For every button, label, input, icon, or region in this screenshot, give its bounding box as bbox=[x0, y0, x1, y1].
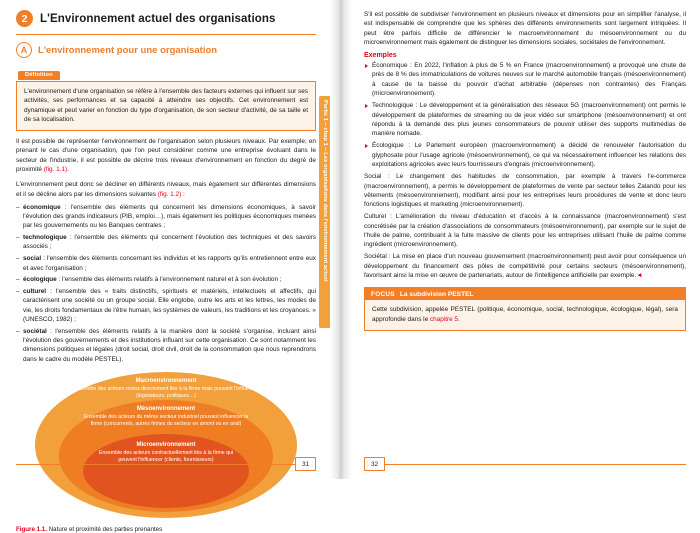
figure-concentric-environments bbox=[16, 372, 316, 520]
list-item: Économique : En 2022, l'inflation à plus de 5 % en France (macroenvironnement) a provoqué une chute de près de 8 % des immatriculations de voitures neuves sur le marché automobile français (mésoenvironnement) à cause de la baisse du pouvoir d'achat arbitrable (dépenses non contraintes) des Français (microenvironnement). bbox=[364, 61, 686, 98]
figure-1-1-reference-link[interactable]: (fig. 1.1) bbox=[43, 165, 68, 173]
focus-body-end: . bbox=[458, 315, 460, 323]
footer-divider-right bbox=[364, 464, 686, 465]
list-item bbox=[16, 287, 316, 324]
dimension-label: économique bbox=[23, 203, 61, 211]
definition-tab: Définition bbox=[18, 71, 60, 80]
heading-divider bbox=[16, 34, 316, 35]
section-title: L'environnement pour une organisation bbox=[38, 44, 218, 56]
dimension-text: : l'ensemble des éléments relatifs à la manière dont la société s'organise, incluant ainsi l'évolution des gouvernements et des institutions influant sur cette organisation. Ce sont notamment les dimensions politiques et légales (droit social, droit civil, droit de la consommation que nous reprendrons dans le cadre du modèle PESTEL). bbox=[23, 327, 316, 363]
focus-text bbox=[365, 300, 685, 324]
book-gutter bbox=[330, 0, 352, 479]
ring-title: Mésoenvironnement bbox=[136, 405, 196, 412]
running-head-text: Partie 1 – chap 1 – Les organisations dans l'environnement actuel bbox=[322, 100, 328, 282]
focus-label: FOCUS bbox=[371, 290, 395, 298]
list-item: Écologique : Le Parlement européen (macroenvironnement) a décidé de renouveler l'autorisation du glyphosate pour l'usage agricole (mésoenvironnement), ce qui va nécessairement influencer les relations des exploitations agricoles avec leurs fournisseurs d'engrais (microenvironnement). bbox=[364, 141, 686, 169]
ring-title: Microenvironnement bbox=[136, 441, 196, 448]
example-end-marker: ◄ bbox=[636, 272, 643, 280]
right-paragraph-one: S'il est possible de subdiviser l'environnement en plusieurs niveaux et dimensions pour en simplifier l'analyse, il est indispensable de comprendre que les sphères des différents environnements sont largement intriquées. Il peut être parfois difficile de différencier le macroenvironnement du mésoenvironnement ou du microenvironnement mais également de distinguer les dimensions sociales, sociétales de l'environnement. bbox=[364, 11, 686, 46]
dimension-text: : l'ensemble des « traits distinctifs, spirituels et matériels, intellectuels et affectifs, qui caractérisent une société ou un groupe social. Elle englobe, outre les arts et les lettres, les modes de vie, les droits fondamentaux de l'être humain, les systèmes de valeurs, les traditions et les croyances. » (UNESCO, 1982) ; bbox=[23, 288, 316, 323]
paragraph-one bbox=[16, 137, 316, 174]
page-right bbox=[352, 0, 700, 479]
dimension-text: : l'ensemble des éléments relatifs à l'environnement naturel et à son évolution ; bbox=[56, 276, 282, 284]
list-item bbox=[16, 275, 316, 284]
dimension-label: social bbox=[23, 255, 42, 263]
focus-header bbox=[365, 288, 685, 300]
chapter-5-link[interactable]: chapitre 5 bbox=[429, 315, 458, 323]
dimension-label: écologique bbox=[23, 276, 57, 284]
section-letter-badge: A bbox=[16, 42, 32, 58]
dimension-label: technologique bbox=[23, 234, 67, 242]
definition-box bbox=[16, 81, 316, 131]
list-item bbox=[16, 203, 316, 231]
section-heading bbox=[16, 42, 316, 58]
ring-description: Ensemble des acteurs contractuellement liés à la firme qui peuvent l'influencer (clients, fournisseurs) bbox=[98, 449, 234, 463]
footer-divider-left bbox=[16, 464, 316, 465]
paragraph-two-end: : bbox=[181, 190, 185, 198]
list-item bbox=[16, 233, 316, 252]
list-item-text: Sociétal : La mise en place d'un nouveau gouvernement (macroenvironnement) peut avoir pour conséquence un développement du financement des pôles de compétitivité pour certains secteurs (mésoenvironnement), favorisant ainsi la mise en œuvre de partenariats, autour de l'intelligence artificielle par exemple. bbox=[364, 253, 686, 280]
ring-description: Ensemble des acteurs moins directement liés à la firme mais pouvant l'influencer (législateurs, politiques…) bbox=[73, 385, 259, 399]
dimension-label: sociétal bbox=[23, 327, 47, 335]
list-item: Technologique : Le développement et la généralisation des réseaux 5G (macroenvironnement) ont permis le développement de plateformes de streaming ou de jeux vidéo sur smartphone (mésoenvironnement) et ont répondu à la demande des plus jeunes consommateurs de pouvoir utiliser des supports multimédias de manière nomade. bbox=[364, 101, 686, 138]
figure-caption-text: Nature et proximité des parties prenantes bbox=[48, 525, 163, 533]
list-item: Culturel : L'amélioration du niveau d'éducation et d'accès à la connaissance (macroenvironnement) s'est concrétisée par la création d'associations de consommateurs (mésoenvironnement), par exemple sur le sujet de l'huile de palme, contribuant à la fuite massive de clients pour les entreprises utilisant l'huile de palme comme ingrédient (microenvironnement). bbox=[364, 213, 686, 249]
chapter-number-badge: 2 bbox=[16, 10, 33, 27]
dimension-label: culturel bbox=[23, 288, 47, 296]
chapter-heading bbox=[16, 10, 316, 27]
paragraph-two-text: L'environnement peut donc se décliner en différents niveaux, mais également sur différentes dimensions et il se décline alors par les dimensions suivantes bbox=[16, 181, 316, 198]
ring-description: Ensemble des acteurs du même secteur industriel pouvant influencer la firme (concurrents, autres firmes du secteur en amont ou en aval) bbox=[83, 413, 249, 427]
figure-caption-label: Figure 1.1. bbox=[16, 525, 47, 533]
examples-list bbox=[364, 61, 686, 169]
page-number-left: 31 bbox=[295, 457, 316, 471]
ring-title: Macroenvironnement bbox=[135, 377, 197, 384]
paragraph-two bbox=[16, 180, 316, 199]
ring-microenvironment bbox=[83, 434, 249, 508]
dimensions-list bbox=[16, 203, 316, 364]
list-item bbox=[364, 252, 686, 280]
definition-text: L'environnement d'une organisation se réfère à l'ensemble des facteurs externes qui influent sur ses activités, ses performances et sa capacité à atteindre ses objectifs. Cet environnement est dynamique et peut varier en fonction du type d'organisation, de son secteur d'activité, de sa taille et de sa localisation. bbox=[24, 88, 308, 123]
focus-body-text: Cette subdivision, appelée PESTEL (politique, économique, social, technologique, écologique, légal), sera approfondie dans le bbox=[372, 306, 678, 323]
paragraph-one-end: . bbox=[67, 165, 69, 173]
dimension-text: : l'ensemble des éléments concernant les individus et les rapports qu'ils entretiennent entre eux et avec l'organisation ; bbox=[23, 255, 316, 272]
list-item bbox=[16, 254, 316, 273]
focus-title: La subdivision PESTEL bbox=[399, 290, 474, 298]
figure-caption bbox=[16, 526, 316, 533]
figure-1-2-reference-link[interactable]: (fig. 1.2) bbox=[157, 190, 182, 198]
focus-box bbox=[364, 287, 686, 331]
dimension-text: : l'ensemble des éléments qui concernent les dimensions économiques, à savoir l'évolution des grands indicateurs (PIB, emploi…), mais également les politiques économiques menées par les gouvernements ou les Banques centrales ; bbox=[23, 203, 316, 230]
list-item bbox=[16, 327, 316, 364]
list-item: Social : Le changement des habitudes de consommation, par exemple à travers l'e-commerce (macroenvironnement), a permis le développement de plateformes de vente par secteur telles Zalando pour les vêtements (mésoenvironnement), modifiant ainsi pour les entreprises leurs procédures de vente et donc leurs fonctions logistiques et marketing (microenvironnement). bbox=[364, 173, 686, 209]
paragraph-one-text: Il est possible de représenter l'environnement de l'organisation selon plusieurs niveaux. Par exemple, en prenant le cas d'une organisation, que l'on peut considérer comme une entreprise évoluant dans le secteur de l'industrie, il est possible de décrire trois niveaux d'environnement en fonction du degré de proximité bbox=[16, 138, 316, 173]
examples-list-continued bbox=[364, 172, 686, 280]
examples-heading: Exemples bbox=[364, 52, 397, 60]
page-number-right: 32 bbox=[364, 457, 385, 471]
chapter-title: L'Environnement actuel des organisations bbox=[40, 12, 276, 25]
page-left bbox=[0, 0, 330, 533]
dimension-text: : l'ensemble des éléments qui concernent l'évolution des techniques et des savoirs associés ; bbox=[23, 234, 316, 251]
